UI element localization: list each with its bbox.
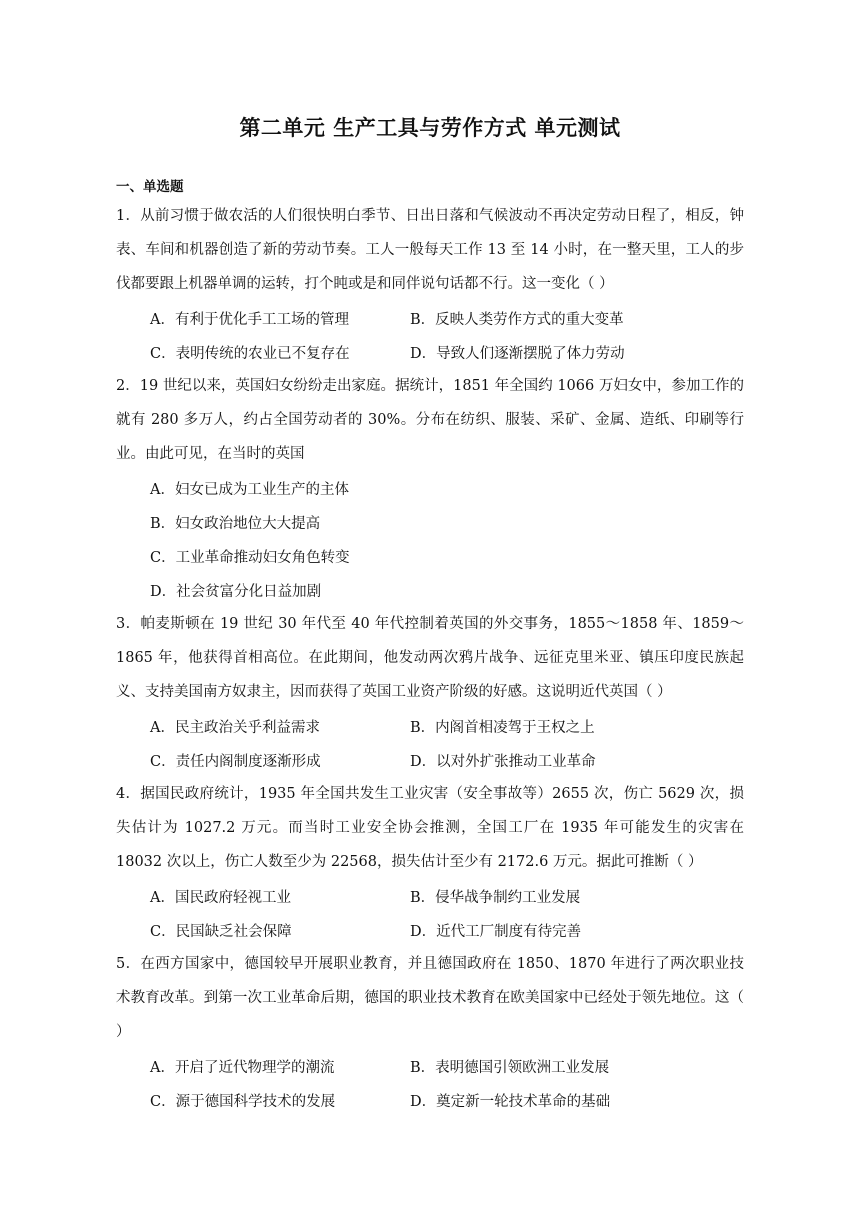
option-group: [116, 301, 744, 369]
option-c[interactable]: C．表明传统的农业已不复存在: [150, 345, 350, 362]
question-stem: 5．在西方国家中，德国较早开展职业教育，并且德国政府在 1850、1870 年进行了两次职业技术教育改革。到第一次工业革命后期，德国的职业技术教育在欧美国家中已经处于领先地位。这（ ）: [116, 956, 744, 1040]
option-b[interactable]: B．侵华战争制约工业发展: [410, 889, 581, 906]
option-a[interactable]: A．国民政府轻视工业: [150, 889, 291, 906]
question-5: [116, 947, 744, 1117]
option-group: [116, 709, 744, 777]
section-heading: 一、单选题: [116, 179, 184, 195]
question-stem: 2．19 世纪以来，英国妇女纷纷走出家庭。据统计，1851 年全国约 1066 万妇女中，参加工作的就有 280 多万人，约占全国劳动者的 30%。分布在纺织、服装、采矿、金属、造纸、印刷等行业。由此可见，在当时的英国: [116, 378, 744, 462]
option-group: [116, 1049, 744, 1117]
option-c[interactable]: C．源于德国科学技术的发展: [150, 1093, 336, 1110]
question-list: [116, 199, 744, 1117]
question-3: [116, 607, 744, 777]
question-1: [116, 199, 744, 369]
option-d[interactable]: D．以对外扩张推动工业革命: [410, 753, 596, 770]
option-group: [116, 879, 744, 947]
option-b[interactable]: B．妇女政治地位大大提高: [150, 515, 321, 532]
option-d[interactable]: D．近代工厂制度有待完善: [410, 923, 582, 940]
option-d[interactable]: D．导致人们逐渐摆脱了体力劳动: [410, 345, 625, 362]
option-d[interactable]: D．奠定新一轮技术革命的基础: [410, 1093, 611, 1110]
option-a[interactable]: A．妇女已成为工业生产的主体: [150, 481, 349, 498]
option-c[interactable]: C．责任内阁制度逐渐形成: [150, 753, 321, 770]
option-b[interactable]: B．表明德国引领欧洲工业发展: [410, 1059, 610, 1076]
option-c[interactable]: C．工业革命推动妇女角色转变: [150, 549, 350, 566]
option-a[interactable]: A．民主政治关乎利益需求: [150, 719, 320, 736]
option-b[interactable]: B．内阁首相凌驾于王权之上: [410, 719, 595, 736]
question-stem: 3．帕麦斯顿在 19 世纪 30 年代至 40 年代控制着英国的外交事务，1855～1858 年、1859～1865 年，他获得首相高位。在此期间，他发动两次鸦片战争、远征克里米亚、镇压印度民族起义、支持美国南方奴隶主，因而获得了英国工业资产阶级的好感。这说明近代英国（ ）: [116, 616, 744, 700]
question-stem: 1．从前习惯于做农活的人们很快明白季节、日出日落和气候波动不再决定劳动日程了，相反，钟表、车间和机器创造了新的劳动节奏。工人一般每天工作 13 至 14 小时，在一整天里，工人的步伐都要跟上机器单调的运转，打个盹或是和同伴说句话都不行。这一变化（ ）: [116, 208, 744, 292]
option-group: [116, 471, 744, 607]
page-title: 第二单元 生产工具与劳作方式 单元测试: [239, 116, 621, 140]
question-2: [116, 369, 744, 607]
option-b[interactable]: B．反映人类劳作方式的重大变革: [410, 311, 624, 328]
option-d[interactable]: D．社会贫富分化日益加剧: [150, 583, 322, 600]
option-c[interactable]: C．民国缺乏社会保障: [150, 923, 292, 940]
option-a[interactable]: A．开启了近代物理学的潮流: [150, 1059, 335, 1076]
question-stem: 4．据国民政府统计，1935 年全国共发生工业灾害（安全事故等）2655 次，伤亡 5629 次，损失估计为 1027.2 万元。而当时工业安全协会推测，全国工厂在 1935 年可能发生的灾害在 18032 次以上，伤亡人数至少为 22568，损失估计至少有 2172.6 万元。据此可推断（ ）: [116, 786, 744, 870]
question-4: [116, 777, 744, 947]
option-a[interactable]: A．有利于优化手工工场的管理: [150, 311, 349, 328]
